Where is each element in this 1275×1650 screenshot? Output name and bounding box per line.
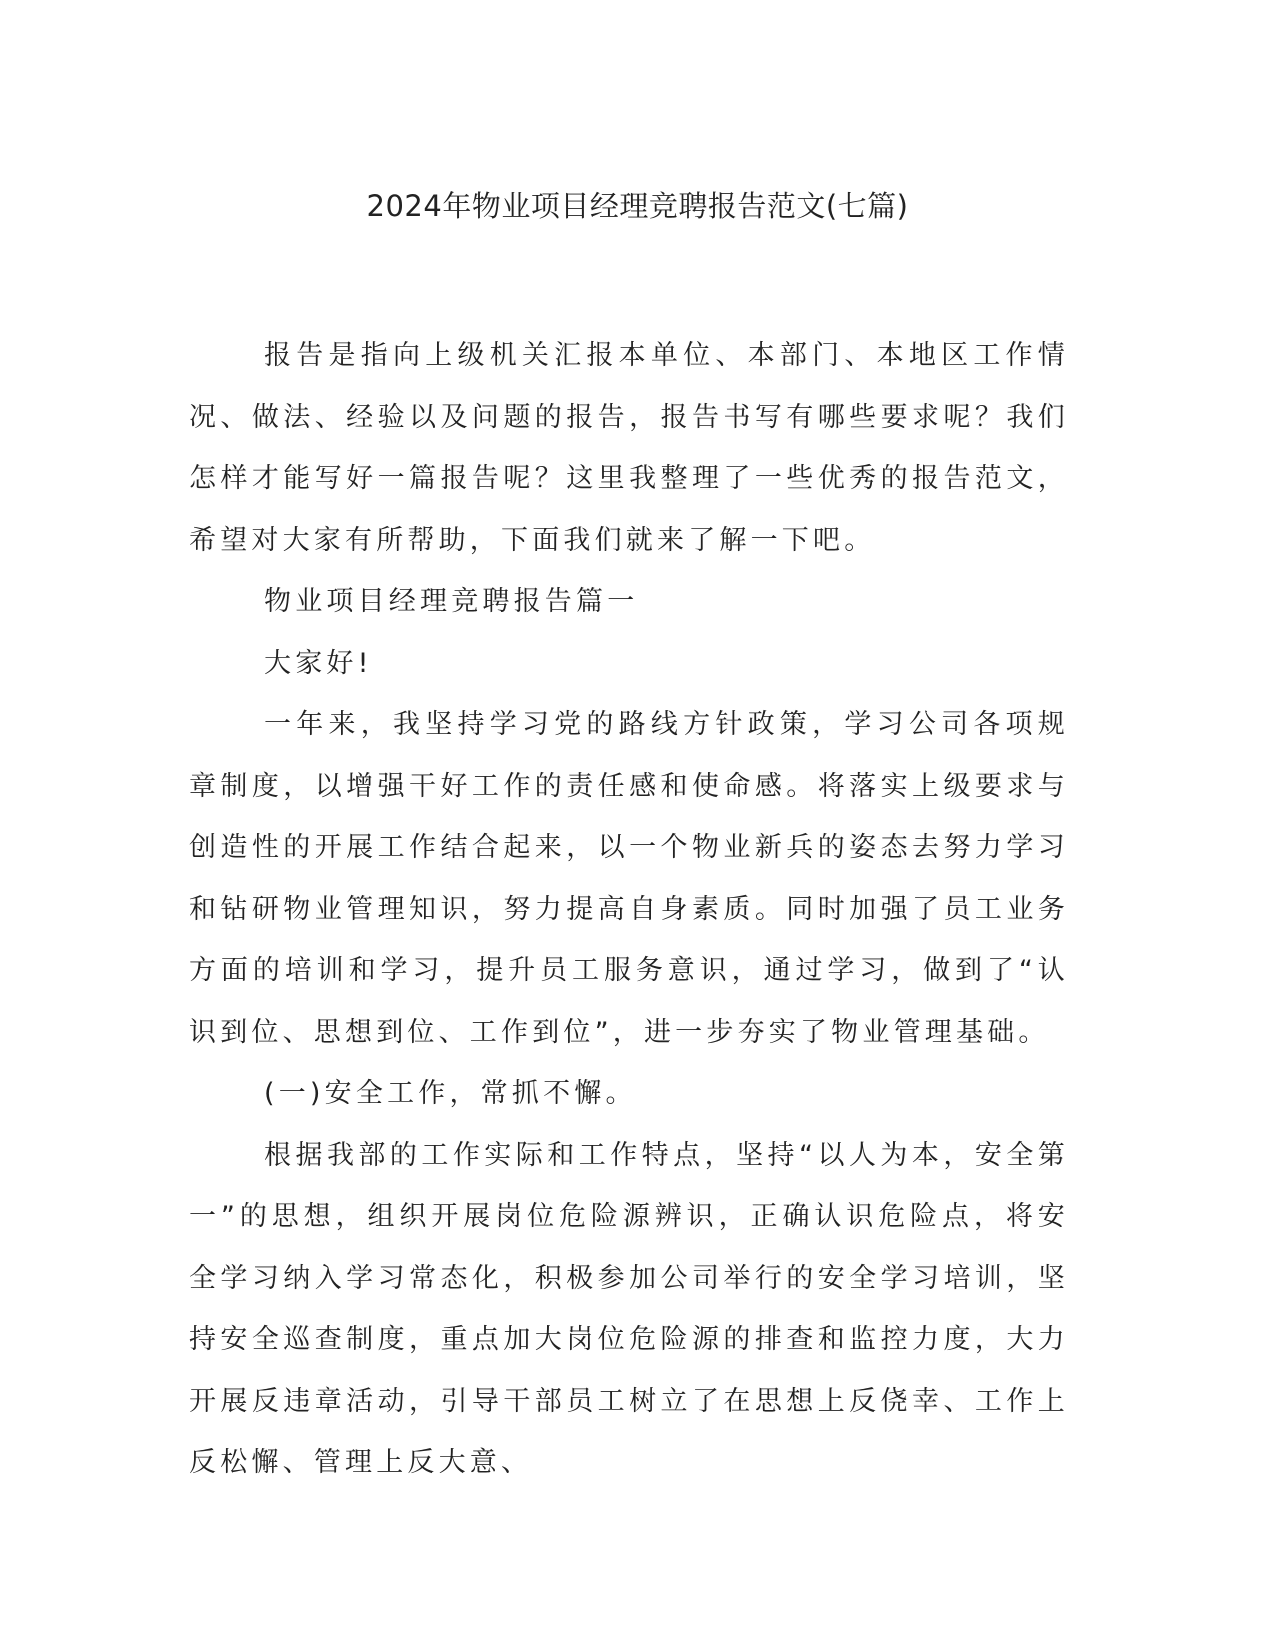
intro-paragraph: 报告是指向上级机关汇报本单位、本部门、本地区工作情况、做法、经验以及问题的报告，报告书写有哪些要求呢？我们怎样才能写好一篇报告呢？这里我整理了一些优秀的报告范文，希望对大家有所帮助，下面我们就来了解一下吧。 [189,340,1069,556]
document-body [189,325,1069,1494]
subsection-heading: (一)安全工作，常抓不懈。 [264,1078,637,1109]
body-paragraph: 根据我部的工作实际和工作特点，坚持“以人为本，安全第一”的思想，组织开展岗位危险源辨识，正确认识危险点，将安全学习纳入学习常态化，积极参加公司举行的安全学习培训，坚持安全巡查制度，重点加大岗位危险源的排查和监控力度，大力开展反违章活动，引导干部员工树立了在思想上反侥幸、工作上反松懈、管理上反大意、 [189,1139,1069,1478]
body-paragraph: 一年来，我坚持学习党的路线方针政策，学习公司各项规章制度，以增强干好工作的责任感和使命感。将落实上级要求与创造性的开展工作结合起来，以一个物业新兵的姿态去努力学习和钻研物业管理知识，努力提高自身素质。同时加强了员工业务方面的培训和学习，提升员工服务意识，通过学习，做到了“认识到位、思想到位、工作到位”，进一步夯实了物业管理基础。 [189,709,1069,1048]
document-title: 2024年物业项目经理竞聘报告范文(七篇) [366,189,909,223]
greeting: 大家好! [264,647,373,679]
section-heading: 物业项目经理竞聘报告篇一 [264,586,639,617]
